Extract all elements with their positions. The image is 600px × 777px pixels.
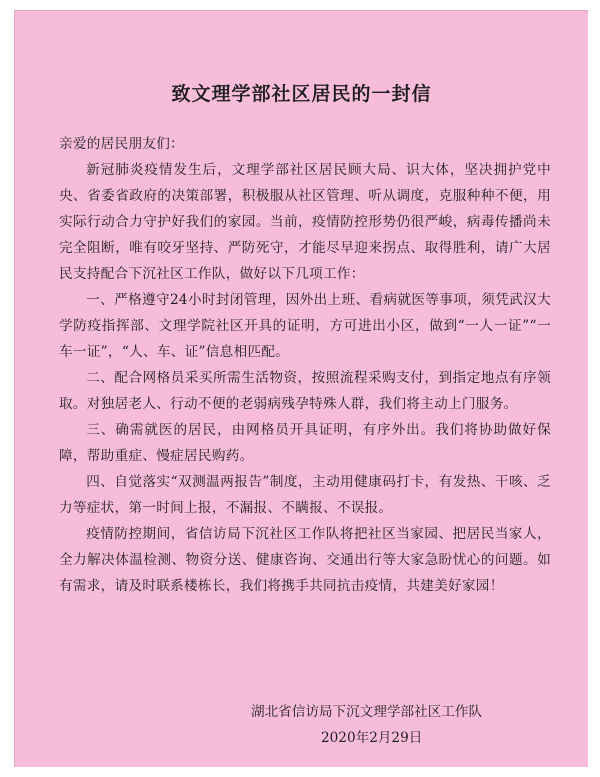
paragraph-item-2: 二、配合网格员采买所需生活物资，按照流程采购支付，到指定地点有序领取。对独居老人、行动不便的老弱病残孕特殊人群，我们将主动上门服务。: [59, 370, 551, 412]
letter-page: [14, 10, 588, 767]
letter-title: 致文理学部社区居民的一封信: [171, 83, 432, 105]
paragraph-intro: 新冠肺炎疫情发生后，文理学部社区居民顾大局、识大体，坚决拥护党中央、省委省政府的决策部署，积极服从社区管理、听从调度，克服种种不便，用实际行动合力守护好我们的家园。当前，疫情防控形势仍很严峻，病毒传播尚未完全阻断，唯有咬牙坚持、严防死守，才能尽早迎来拐点、取得胜利，请广大居民支持配合下沉社区工作队，做好以下几项工作：: [59, 162, 551, 282]
letter-body: [59, 131, 551, 599]
salutation: 亲爱的居民朋友们：: [59, 136, 185, 152]
paragraph-closing: 疫情防控期间，省信访局下沉社区工作队将把社区当家园、把居民当家人，全力解决体温检测、物资分送、健康咨询、交通出行等大家急盼忧心的问题。如有需求，请及时联系楼栋长，我们将携手共同抗击疫情，共建美好家园！: [59, 526, 551, 594]
signature-organization: 湖北省信访局下沉文理学部社区工作队: [251, 704, 483, 720]
paragraph-item-4: 四、自觉落实“双测温两报告”制度，主动用健康码打卡，有发热、干咳、乏力等症状，第一时间上报，不漏报、不瞒报、不误报。: [59, 474, 551, 516]
signature-date: 2020年2月29日: [321, 730, 423, 746]
paragraph-item-3: 三、确需就医的居民，由网格员开具证明，有序外出。我们将协助做好保障，帮助重症、慢症居民购药。: [59, 422, 551, 464]
paragraph-item-1: 一、严格遵守24小时封闭管理，因外出上班、看病就医等事项，须凭武汉大学防疫指挥部、文理学院社区开具的证明，方可进出小区，做到“一人一证”“一车一证”，“人、车、证”信息相匹配。: [59, 292, 551, 360]
